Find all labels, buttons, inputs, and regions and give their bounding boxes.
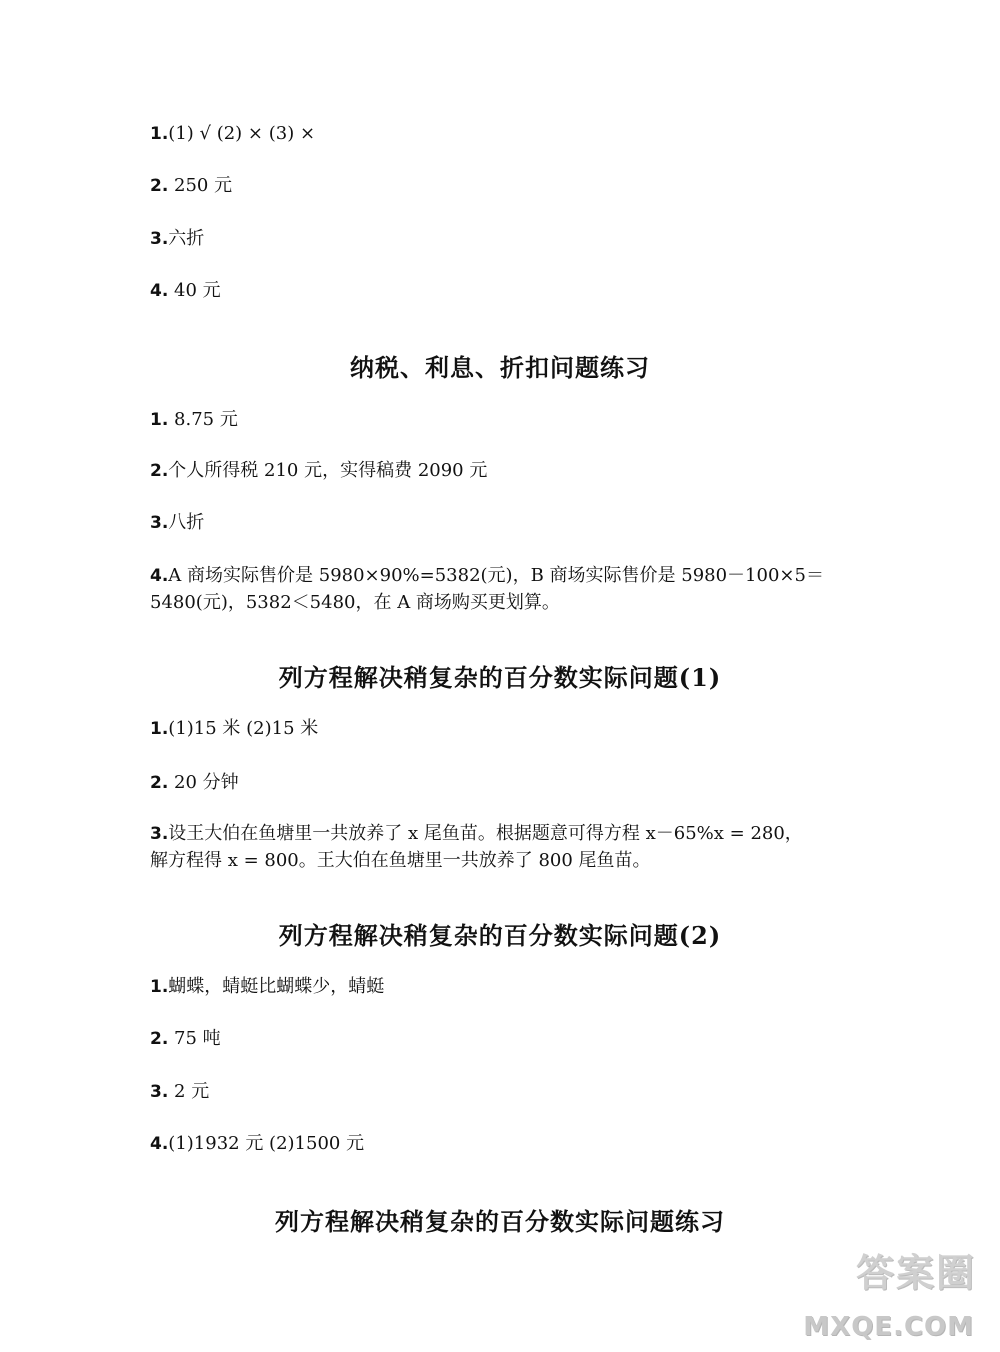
section-heading: 列方程解决稍复杂的百分数实际问题练习 (275, 1207, 725, 1236)
answer-line (150, 122, 315, 146)
item-number: 1. (150, 719, 169, 739)
item-number: 3. (150, 824, 169, 844)
item-text: 2 元 (168, 1081, 210, 1102)
item-number: 3. (150, 229, 169, 249)
item-text: 8.75 元 (168, 409, 238, 430)
answer-line (150, 227, 204, 251)
item-number: 4. (150, 566, 169, 586)
answer-line (150, 279, 221, 303)
item-number: 2. (150, 1029, 169, 1049)
watermark-url: MXQE.COM (803, 1312, 974, 1342)
section-heading: 列方程解决稍复杂的百分数实际问题(2) (278, 921, 722, 950)
item-number: 4. (150, 281, 169, 301)
item-number: 3. (150, 513, 169, 533)
answer-line (150, 975, 384, 999)
item-text: 40 元 (168, 280, 221, 301)
answer-line (150, 564, 824, 588)
item-text: 个人所得税 210 元，实得稿费 2090 元 (168, 460, 488, 481)
watermark-logo (803, 1242, 976, 1342)
watermark-title: 答案圈 (855, 1251, 976, 1295)
item-text: 250 元 (168, 175, 233, 196)
answer-line-continuation: 解方程得 x = 800。王大伯在鱼塘里一共放养了 800 尾鱼苗。 (150, 850, 651, 871)
answer-line (150, 1080, 209, 1104)
item-text: (1)1932 元 (2)1500 元 (168, 1133, 365, 1154)
answer-line (150, 1132, 364, 1156)
item-number: 1. (150, 977, 169, 997)
item-text: 六折 (168, 228, 205, 249)
item-text: 设王大伯在鱼塘里一共放养了 x 尾鱼苗。根据题意可得方程 x－65%x = 280， (168, 823, 803, 844)
answer-line (150, 1027, 221, 1051)
item-number: 1. (150, 124, 169, 144)
answer-line (150, 408, 238, 432)
item-text: 75 吨 (168, 1028, 221, 1049)
answer-line (150, 822, 803, 846)
answer-line (150, 511, 204, 535)
item-text: 蝴蝶，蜻蜓比蝴蝶少，蜻蜓 (168, 976, 385, 997)
item-text: 八折 (168, 512, 205, 533)
item-text: (1) √ (2) × (3) × (168, 123, 316, 144)
item-text: (1)15 米 (2)15 米 (168, 718, 319, 739)
answer-line (150, 459, 487, 483)
item-text: A 商场实际售价是 5980×90%=5382(元)，B 商场实际售价是 5980－100×5＝ (168, 565, 824, 586)
item-number: 3. (150, 1082, 169, 1102)
answer-line (150, 717, 318, 741)
item-number: 1. (150, 410, 169, 430)
item-number: 2. (150, 176, 169, 196)
answer-line (150, 174, 232, 198)
item-text: 20 分钟 (168, 772, 239, 793)
section-heading: 纳税、利息、折扣问题练习 (350, 353, 650, 382)
item-number: 4. (150, 1134, 169, 1154)
item-number: 2. (150, 773, 169, 793)
answer-line (150, 771, 239, 795)
section-heading: 列方程解决稍复杂的百分数实际问题(1) (278, 663, 722, 692)
answer-line-continuation: 5480(元)，5382＜5480，在 A 商场购买更划算。 (150, 592, 560, 613)
item-number: 2. (150, 461, 169, 481)
